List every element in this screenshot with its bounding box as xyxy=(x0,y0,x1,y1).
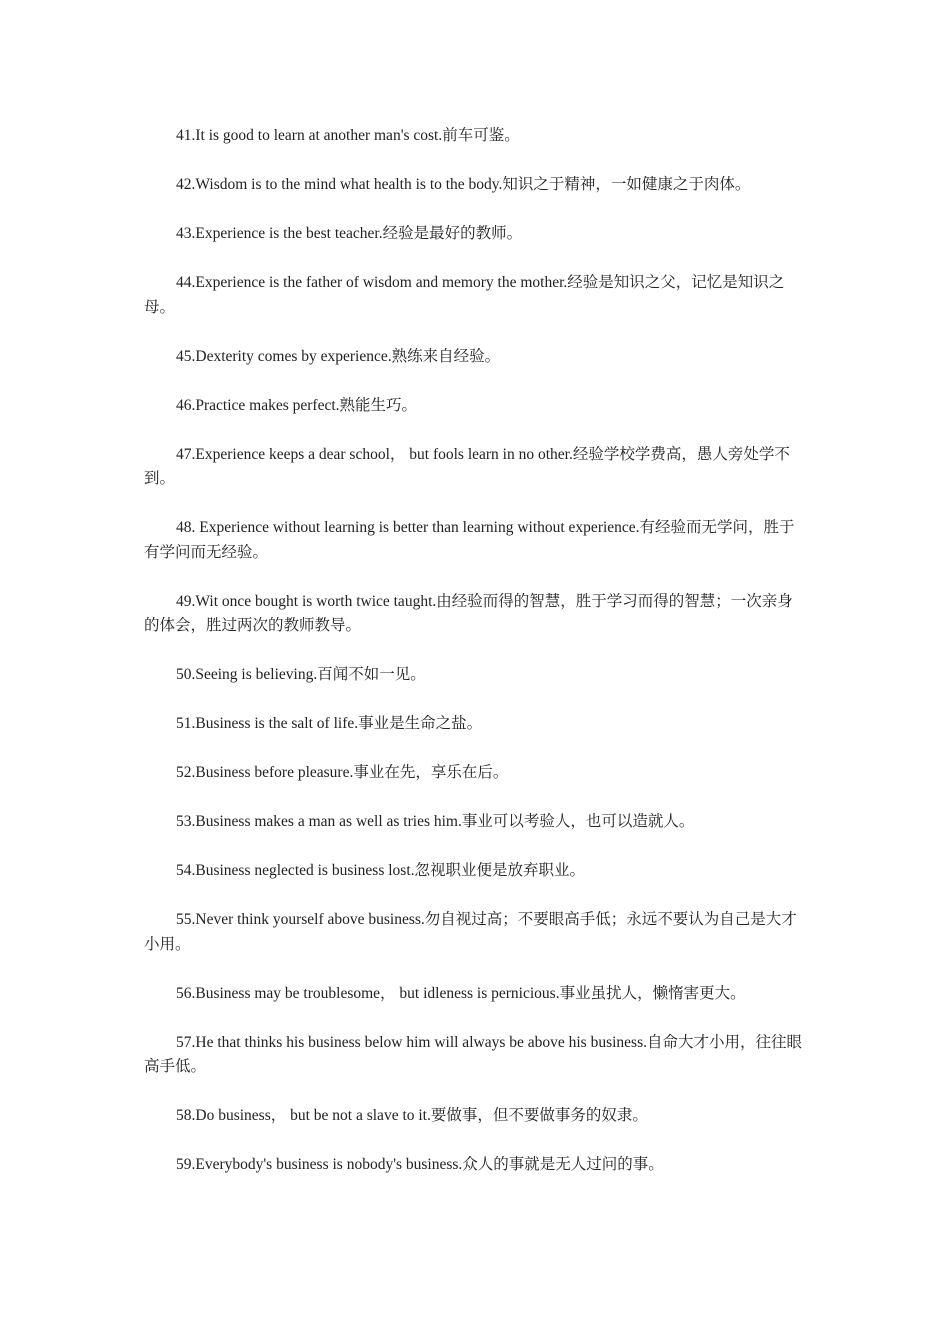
proverb-57: 57.He that thinks his business below him will always be above his business.自命大才小用，往往眼高手低。 xyxy=(144,1033,802,1075)
proverb-55: 55.Never think yourself above business.勿自视过高；不要眼高手低；永远不要认为自己是大才小用。 xyxy=(144,911,797,953)
proverb-46: 46.Practice makes perfect.熟能生巧。 xyxy=(176,396,418,414)
proverb-52: 52.Business before pleasure.事业在先，享乐在后。 xyxy=(176,764,509,781)
proverb-51: 51.Business is the salt of life.事业是生命之盐。 xyxy=(176,715,483,732)
proverb-48: 48. Experience without learning is better than learning without experience.有经验而无学问，胜于有学问而无经验。 xyxy=(144,519,795,561)
proverb-43: 43.Experience is the best teacher.经验是最好的教师。 xyxy=(176,225,523,242)
proverb-44: 44.Experience is the father of wisdom and memory the mother.经验是知识之父，记忆是知识之母。 xyxy=(144,274,785,316)
proverb-list xyxy=(144,124,808,1202)
proverb-59: 59.Everybody's business is nobody's business.众人的事就是无人过问的事。 xyxy=(176,1156,664,1173)
proverb-58: 58.Do business， but be not a slave to it.要做事，但不要做事务的奴隶。 xyxy=(176,1107,648,1124)
proverb-56: 56.Business may be troublesome， but idleness is pernicious.事业虽扰人，懒惰害更大。 xyxy=(176,984,746,1002)
proverb-42: 42.Wisdom is to the mind what health is to the body.知识之于精神，一如健康之于肉体。 xyxy=(176,176,751,193)
proverb-53: 53.Business makes a man as well as tries him.事业可以考验人，也可以造就人。 xyxy=(176,813,695,830)
proverb-54: 54.Business neglected is business lost.忽视职业便是放弃职业。 xyxy=(176,862,586,879)
proverb-41: 41.It is good to learn at another man's cost.前车可鉴。 xyxy=(176,127,520,144)
proverb-49: 49.Wit once bought is worth twice taught.由经验而得的智慧，胜于学习而得的智慧；一次亲身的体会，胜过两次的教师教导。 xyxy=(144,592,793,634)
proverb-45: 45.Dexterity comes by experience.熟练来自经验。 xyxy=(176,347,501,365)
proverb-50: 50.Seeing is believing.百闻不如一见。 xyxy=(176,666,426,683)
proverb-47: 47.Experience keeps a dear school， but fools learn in no other.经验学校学费高，愚人旁处学不到。 xyxy=(144,445,790,487)
